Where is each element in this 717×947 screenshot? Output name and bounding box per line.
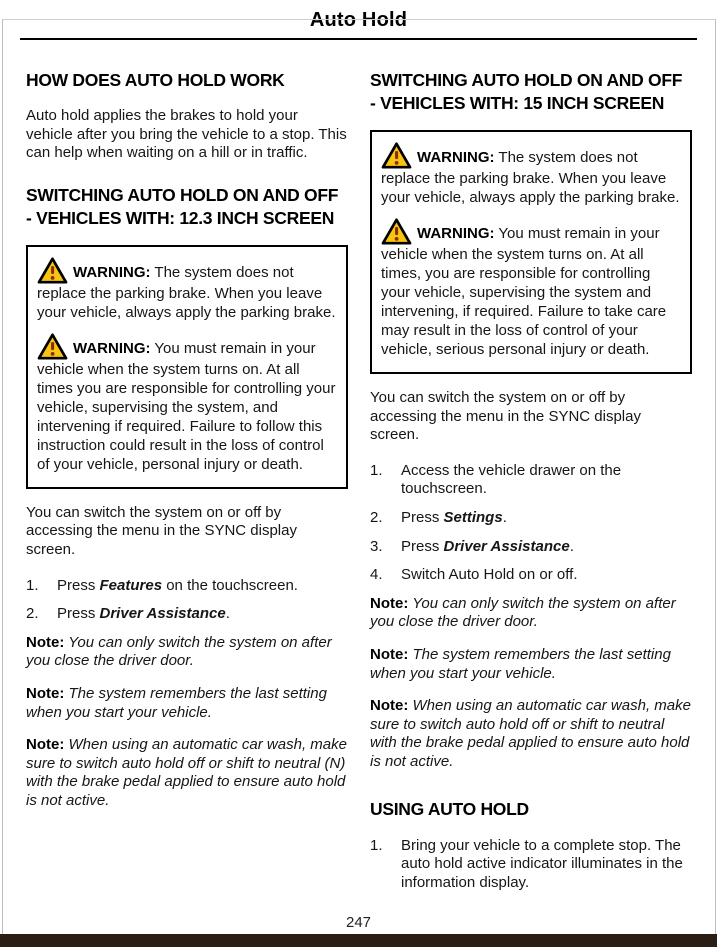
touchscreen-button-name: Features xyxy=(99,576,163,594)
step-number: 2. xyxy=(26,605,39,623)
step-number: 2. xyxy=(370,508,383,526)
step-text xyxy=(401,462,692,499)
step-text xyxy=(57,577,348,596)
warning-triangle-icon xyxy=(37,333,68,360)
numbered-step xyxy=(370,509,692,528)
warning-triangle-icon xyxy=(381,218,412,245)
note-label: Note: xyxy=(26,684,65,702)
right-column xyxy=(370,60,692,902)
touchscreen-button-name: Driver Assistance xyxy=(443,537,570,555)
page-title: Auto Hold xyxy=(309,9,408,31)
section-heading-switching-12-3-inch: SWITCHING AUTO HOLD ON AND OFF - VEHICLES WITH: 12.3 INCH SCREEN xyxy=(26,184,339,228)
step-text xyxy=(401,837,692,893)
note-item xyxy=(26,736,348,810)
note-item xyxy=(26,634,348,671)
warning-box-15-inch xyxy=(370,130,692,374)
warning-label: WARNING: xyxy=(417,149,495,166)
step-number: 1. xyxy=(370,461,383,479)
note-item xyxy=(26,685,348,722)
step-text-pre: Press xyxy=(57,576,100,594)
note-item xyxy=(370,697,692,771)
step-text-post: on the touchscreen. xyxy=(162,576,298,594)
note-text: When using an automatic car wash, make sure to switch auto hold off or shift to neutral (N) with the brake pedal applied to ensure auto hold is not active. xyxy=(26,736,347,809)
step-text-pre: Press xyxy=(57,605,100,623)
step-number: 1. xyxy=(26,576,39,594)
warning-triangle-icon xyxy=(381,142,412,169)
step-text-post: . xyxy=(502,508,507,526)
warning-label: WARNING: xyxy=(73,263,151,281)
section-heading-how-does-auto-hold-work: HOW DOES AUTO HOLD WORK xyxy=(26,70,285,90)
step-text-pre: Access the vehicle drawer on the touchscreen. xyxy=(401,461,622,498)
step-number: 4. xyxy=(370,566,383,584)
numbered-step xyxy=(370,538,692,557)
paragraph-switch-intro: You can switch the system on or off by accessing the menu in the SYNC display screen. xyxy=(370,389,641,444)
paragraph-switch-intro: You can switch the system on or off by accessing the menu in the SYNC display screen. xyxy=(26,503,297,558)
step-text-post: . xyxy=(569,537,574,555)
numbered-step xyxy=(370,462,692,499)
note-text: You can only switch the system on after you close the driver door. xyxy=(370,594,676,631)
warning-text: You must remain in your vehicle when the system turns on. At all times, you are responsible for controlling your vehicle, supervising the system and intervening, if required. Failure to take care may result in the loss of control of your vehicle, serious personal injury or death. xyxy=(381,225,667,358)
warning-label: WARNING: xyxy=(417,225,495,242)
step-number: 1. xyxy=(370,836,383,854)
numbered-step xyxy=(26,577,348,596)
warning-label: WARNING: xyxy=(73,339,151,357)
step-number: 3. xyxy=(370,537,383,555)
note-text: The system remembers the last setting when you start your vehicle. xyxy=(26,684,327,721)
note-label: Note: xyxy=(370,594,409,612)
warning-triangle-icon xyxy=(37,257,68,284)
warning-text: You must remain in your vehicle when the system turns on. At all times you are responsible for controlling your vehicle, supervising the system, and intervening if required. Failure to follow this instruction could result in the loss of control of your vehicle, personal injury or death. xyxy=(37,339,336,473)
step-text-pre: Press xyxy=(401,537,444,555)
note-label: Note: xyxy=(26,633,65,651)
note-label: Note: xyxy=(26,736,65,754)
step-text xyxy=(401,509,692,528)
touchscreen-button-name: Settings xyxy=(443,508,503,526)
section-heading-using-auto-hold: USING AUTO HOLD xyxy=(370,798,529,819)
left-column xyxy=(26,60,348,902)
numbered-step xyxy=(26,605,348,624)
warning-item xyxy=(37,257,338,322)
warning-text: The system does not replace the parking brake. When you leave your vehicle, always apply the parking brake. xyxy=(381,149,680,206)
note-item xyxy=(370,595,692,632)
note-label: Note: xyxy=(370,645,409,663)
note-item xyxy=(370,646,692,683)
paragraph-how-auto-hold-works: Auto hold applies the brakes to hold your vehicle after you bring the vehicle to a stop. This can help when waiting on a hill or in traffic. xyxy=(26,107,347,162)
numbered-step xyxy=(370,566,692,585)
touchscreen-button-name: Driver Assistance xyxy=(99,605,226,623)
bottom-bar xyxy=(0,934,717,947)
warning-text: The system does not replace the parking brake. When you leave your vehicle, always apply the parking brake. xyxy=(37,263,336,321)
step-text-post: . xyxy=(225,605,230,623)
step-text xyxy=(57,605,348,624)
step-text-pre: Press xyxy=(401,508,444,526)
warning-item xyxy=(381,218,682,359)
section-heading-switching-15-inch: SWITCHING AUTO HOLD ON AND OFF - VEHICLES WITH: 15 INCH SCREEN xyxy=(370,70,683,113)
step-text xyxy=(401,566,692,585)
two-column-layout xyxy=(0,40,717,902)
page-number: 247 xyxy=(345,914,372,931)
numbered-step xyxy=(370,837,692,893)
note-label: Note: xyxy=(370,697,409,715)
step-text xyxy=(401,538,692,557)
warning-box-12-3-inch xyxy=(26,245,348,489)
warning-item xyxy=(37,333,338,474)
note-text: When using an automatic car wash, make sure to switch auto hold off or shift to neutral with the brake pedal applied to ensure auto hold is not active. xyxy=(370,697,691,770)
note-text: You can only switch the system on after you close the driver door. xyxy=(26,633,332,670)
warning-item xyxy=(381,142,682,207)
step-text-pre: Switch Auto Hold on or off. xyxy=(401,566,578,584)
note-text: The system remembers the last setting when you start your vehicle. xyxy=(370,645,671,682)
step-text-pre: Bring your vehicle to a complete stop. The auto hold active indicator illuminates in the information display. xyxy=(401,836,683,891)
